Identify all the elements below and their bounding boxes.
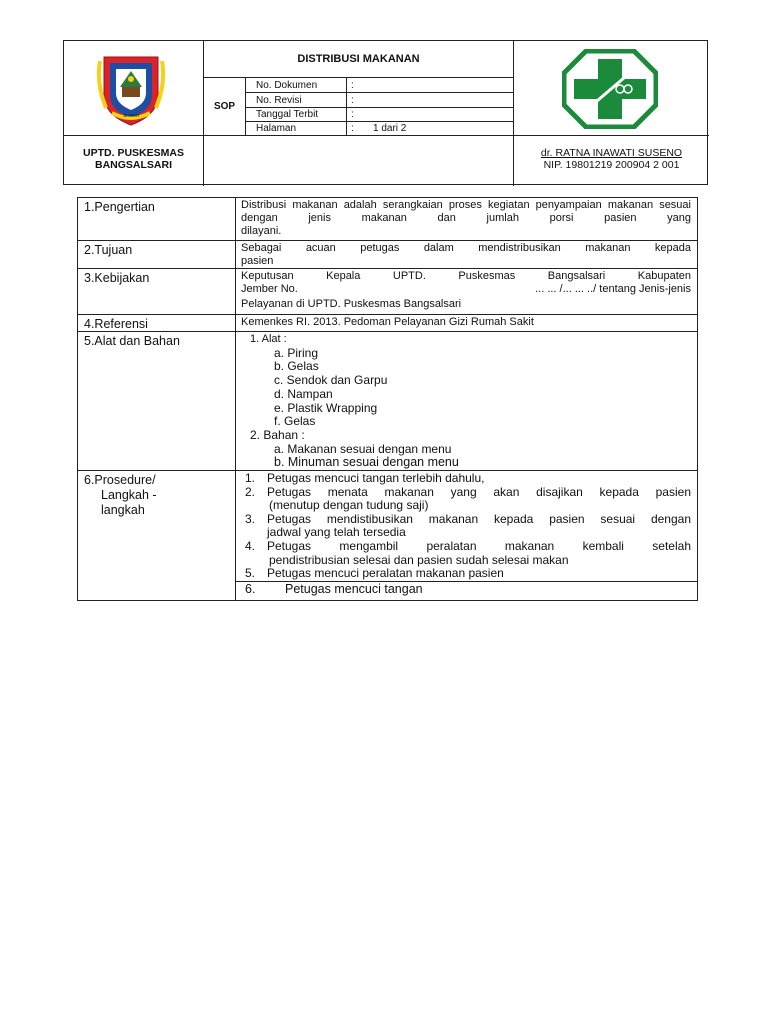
row-pengertian: 1.Pengertian Distribusi makanan adalah serangkaian proses kegiatan penyampaian makanan sesuai dengan jenis makanan dan jumlah porsi pasien yang dilayani. — [78, 198, 697, 241]
empty-cell — [204, 136, 513, 186]
list-item: b. Minuman sesuai dengan menu — [274, 455, 459, 470]
document-meta — [246, 78, 513, 136]
meta-row-revisi: No. Revisi : — [256, 95, 354, 106]
list-item: a. Makanan sesuai dengan menu — [274, 441, 452, 456]
sop-header-table — [63, 40, 708, 185]
meta-row-dokumen: No. Dokumen : — [256, 80, 354, 91]
row-alat-bahan: 5.Alat dan Bahan 1. Alat : a. Piring b. Gelas c. Sendok dan Garpu d. Nampan e. Plastik Wrapping f. Gelas 2. Bahan : a. Makanan sesuai dengan menu b. Minuman sesuai dengan menu — [78, 332, 697, 471]
kebijakan-text: Keputusan Kepala UPTD. Puskesmas Bangsalsari Kabupaten Jember No. ... ... /... ... ../ tentang Jenis-jenis Pelayanan di UPTD. Puskesmas Bangsalsari — [241, 270, 691, 310]
puskesmas-logo — [562, 49, 658, 129]
right-logo-cell — [513, 41, 709, 136]
jember-crest-logo — [96, 53, 166, 127]
list-item: 4. Petugas mengambil peralatan makanan kembali setelah — [245, 538, 691, 553]
meta-row-tanggal: Tanggal Terbit : — [256, 109, 354, 120]
row-referensi: 4.Referensi Kemenkes RI. 2013. Pedoman Pelayanan Gizi Rumah Sakit — [78, 315, 697, 332]
list-item: 6. Petugas mencuci tangan — [236, 581, 697, 597]
list-item: c. Sendok dan Garpu — [274, 373, 388, 388]
list-item: e. Plastik Wrapping — [274, 400, 378, 415]
row-kebijakan: 3.Kebijakan Keputusan Kepala UPTD. Puskesmas Bangsalsari Kabupaten Jember No. ... ... /... ... ../ tentang Jenis-jenis Pelayanan di UPTD. Puskesmas Bangsalsari — [78, 269, 697, 315]
left-logo-cell — [64, 41, 204, 136]
sop-content-table — [77, 197, 698, 601]
list-item: 5. Petugas mencuci peralatan makanan pasien — [245, 566, 504, 581]
tujuan-text: Sebagai acuan petugas dalam mendistribusikan makanan kepada pasien — [241, 242, 691, 267]
prosedur-label: 6.Prosedure/ Langkah - langkah — [78, 471, 236, 600]
row-tujuan: 2.Tujuan Sebagai acuan petugas dalam mendistribusikan makanan kepada pasien — [78, 241, 697, 269]
signer-nip: NIP. 19801219 200904 2 001 — [543, 159, 680, 171]
list-item: 3. Petugas mendistibusikan makanan kepada pasien sesuai dengan — [245, 511, 691, 526]
list-item: a. Piring — [274, 345, 319, 360]
sop-label: SOP — [204, 78, 246, 136]
pengertian-text: Distribusi makanan adalah serangkaian proses kegiatan penyampaian makanan sesuai dengan jenis makanan dan jumlah porsi pasien yang dilayani. — [241, 199, 691, 237]
list-item: f. Gelas — [274, 414, 316, 429]
prosedur-steps: 1. Petugas mencuci tangan terlebih dahulu, 2. Petugas menata makanan yang akan disajikan kepada pasien (menutup dengan tudung saji) 3. Petugas mendistibusikan makanan kepada pasien sesuai dengan jadwal yang telah tersedia 4. Petugas mengambil peralatan makanan kembali setelah pendistribusian selesai dan pasien sudah selesai makan 5. Petugas mencuci peralatan makanan pasien 6. Petugas mencuci tangan — [236, 471, 697, 600]
alat-bahan-list: 1. Alat : a. Piring b. Gelas c. Sendok dan Garpu d. Nampan e. Plastik Wrapping f. Gelas 2. Bahan : a. Makanan sesuai dengan menu b. Minuman sesuai dengan menu — [236, 332, 697, 470]
list-item: 1. Petugas mencuci tangan terlebih dahulu, — [245, 471, 485, 485]
svg-text:JEMBER: JEMBER — [122, 113, 140, 118]
organization-name: UPTD. PUSKESMAS BANGSALSARI — [64, 136, 204, 186]
list-item: 2. Petugas menata makanan yang akan disajikan kepada pasien — [245, 484, 691, 499]
signer-name: dr. RATNA INAWATI SUSENO — [540, 147, 683, 159]
list-item: b. Gelas — [274, 359, 319, 374]
meta-row-halaman: Halaman : 1 dari 2 — [256, 123, 407, 134]
signer-block — [513, 136, 709, 186]
row-prosedur — [78, 471, 697, 600]
document-title: DISTRIBUSI MAKANAN — [204, 41, 513, 78]
list-item: d. Nampan — [274, 386, 333, 401]
